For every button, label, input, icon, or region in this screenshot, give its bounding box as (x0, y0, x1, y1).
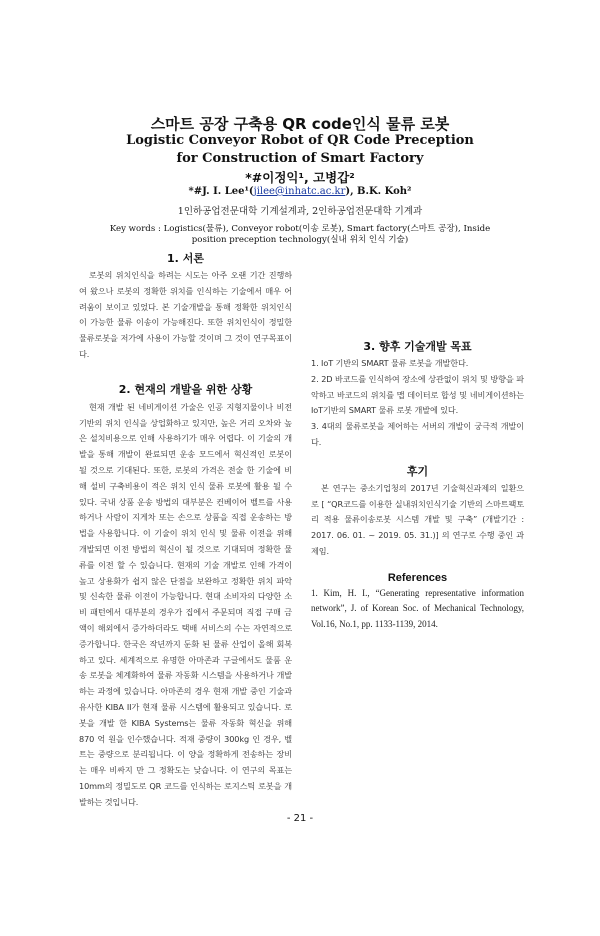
paper-title-korean: 스마트 공장 구축용 QR code인식 물류 로봇 (150, 115, 450, 133)
reference-item: 1. Kim, H. I., “Generating representative information network”, J. of Korean Soc. of Mechanical Technology, Vol.16, No.1, pp. 1133-1139, 2014. (311, 587, 524, 629)
plan-list (311, 356, 524, 451)
section-heading-plan: 3. 향후 기술개발 목표 (363, 340, 472, 353)
paper-title-english-line1: Logistic Conveyor Robot of QR Code Preception (126, 133, 474, 148)
intro-paragraph: 로봇의 위치인식을 하려는 시도는 아주 오랜 기간 진행하여 왔으나 로봇의 정확한 위치를 인식하는 기술에서 매우 어려움이 보이고 있었다. 본 기술개발을 통해 정확한 위치인식이 가능한 물류 이송이 가능해진다. 또한 위치인식이 정밀한 물류로봇을 저가에 사용이 가능할 것이며 그 것이 연구목표이다. (79, 270, 292, 359)
authors-english-prefix: *#J. I. Lee¹( (188, 186, 254, 197)
author-email-link[interactable]: jilee@inhatc.ac.kr (253, 186, 346, 197)
paper-title-english-line2: for Construction of Smart Factory (176, 151, 424, 166)
plan-item: 1. IoT 기반의 SMART 물류 로봇을 개발한다. (311, 358, 469, 368)
ack-paragraph: 본 연구는 중소기업청의 2017년 기술혁신과제의 일환으로 [ “QR코드를 이용한 실내위치인식기술 기반의 스마트팩토리 적용 물류이송로봇 시스템 개발 및 구축” (개발기간 : 2017. 06. 01. ~ 2019. 05. 31.)] 의 연구로 수행 중인 과제임. (311, 482, 524, 556)
status-paragraph: 현재 개발 된 네비게이션 가술은 인공 지형지물이나 비전 기반의 위치 인식을 상업화하고 있지만, 높은 거리 오차와 높은 설치비용으로 인해 사용하기가 매우 어렵다. 이 기술의 개발을 통해 개발이 완료되면 운송 모드에서 혁신적인 로봇이 될 것으로 기대된다. 또한, 로봇의 가격은 전술 한 기술에 비해 설비 구축비용이 적은 위치 인식 물류 로봇에 활용 될 수 있다. 국내 상품 운송 방법의 대부분은 컨베이어 벨트를 사용하거나 사람이 지게차 또는 손으로 상품을 직접 운송하는 방법을 사용합니다. 이 기술이 위치 인식 및 물류 이전을 위해 개발되면 이전 방법의 혁신이 될 것으로 기대되며 정확한 물류를 이전 할 수 있습니다. 현재의 기술 개발로 인해 가격이 높고 상용화가 쉽지 않은 단점을 보완하고 정확한 위치 파악 및 신속한 물류 이전이 가능합니다. 현대 소비자의 다양한 소비 패턴에서 대부분의 경우가 집에서 주문되며 직접 구매 금액이 해외에서 증가하더라도 택배 서비스의 수는 자연적으로 증가합니다. 한국은 작년까지 둔화 된 물류 산업이 올해 회복하고 있다. 세계적으로 유명한 아마존과 구글에서도 물품 운송 로봇을 체계화하여 물류 자동화 시스템을 사용하거나 개발하는 과정에 있습니다. 아마존의 경우 현재 개발 중인 기술과 유사한 KIBA II가 현재 물류 시스템에 활용되고 있습니다. 로봇을 개발 한 KIBA Systems는 물류 자동화 혁신을 위해 870 억 원을 인수했습니다. 적재 중량이 300kg 인 경우, 벨트는 중량으로 분리됩니다. 이 양을 정확하게 전송하는 장비는 매우 비싸지 만 그 정확도는 낮습니다. 이 연구의 목표는 10mm의 정밀도로 QR 코드를 인식하는 로지스틱 로봇을 개발하는 것입니다. (79, 401, 292, 807)
right-column (311, 250, 524, 632)
authors-korean: *#이정익¹, 고병갑² (245, 170, 355, 185)
left-column (79, 250, 292, 936)
keywords: Key words : Logistics(물류), Conveyor robot(이송 로봇), Smart factory(스마트 공장), Inside position preception technology(실내 위치 인식 기술) (109, 224, 491, 245)
authors-english-suffix: ), B.K. Koh² (345, 186, 412, 197)
authors-english (0, 186, 600, 197)
section-heading-references: References (387, 571, 448, 584)
page-number: - 21 - (286, 813, 314, 824)
section-heading-intro: 1. 서론 (167, 252, 204, 265)
section-heading-status: 2. 현재의 개발을 위한 상황 (118, 382, 253, 396)
affiliation: 1인하공업전문대학 기계설계과, 2인하공업전문대학 기계과 (177, 206, 423, 217)
section-heading-ack: 후기 (406, 464, 429, 478)
status-paragraph-continued (311, 250, 524, 330)
plan-item: 2. 2D 바코드를 인식하여 장소에 상관없이 위치 및 방향을 파악하고 바코드의 위치를 맵 데이터로 합성 및 네비게이션하는 IoT기반의 SMART 물류 로봇 개발에 있다. (311, 373, 524, 416)
plan-item: 3. 4대의 물류로봇을 제어하는 서버의 개발이 궁극적 개발이다. (311, 421, 524, 447)
